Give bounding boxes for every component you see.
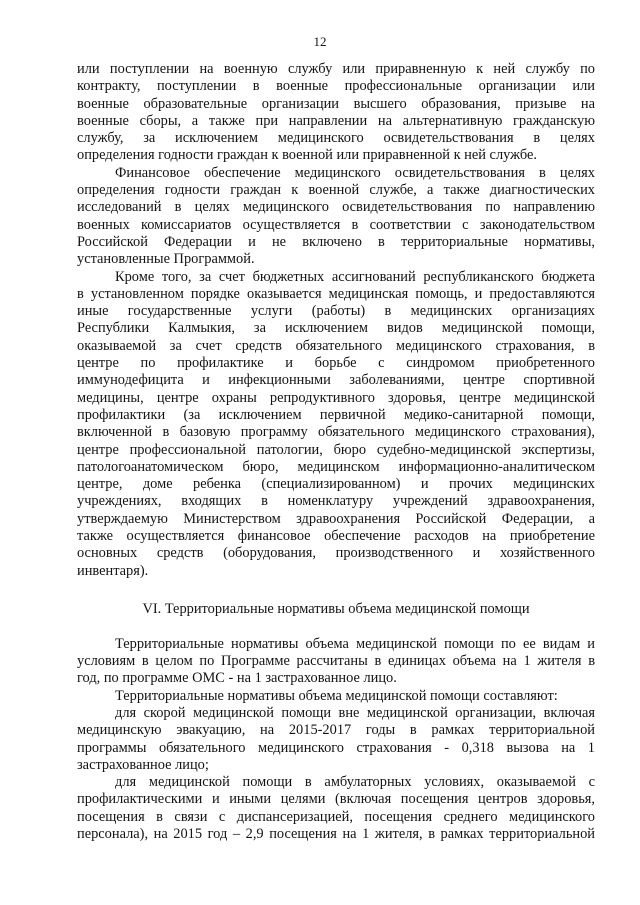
section-heading: VI. Территориальные нормативы объема медицинской помощи [142, 601, 530, 618]
text-line: иные государственные услуги (работы) в медицинских организациях [77, 303, 595, 320]
text-line: медицины, центре охраны репродуктивного здоровья, центре медицинской [77, 389, 595, 406]
page-content [77, 61, 595, 843]
text-line: персонала), на 2015 год – 2,9 посещения на 1 жителя, в рамках территориальной [77, 826, 595, 843]
text-line: Республики Калмыкия, за исключением видов медицинской помощи, [77, 320, 595, 337]
text-line: медицинскую эвакуацию, на 2015-2017 годы в рамках территориальной [77, 722, 595, 739]
text-line: патологоанатомическом бюро, медицинском информационно-аналитическом [77, 458, 595, 475]
text-line: для скорой медицинской помощи вне медицинской организации, включая [115, 704, 595, 721]
text-line: центре профессиональной патологии, бюро судебно-медицинской экспертизы, [77, 441, 595, 458]
paragraph-outpatient-care [77, 774, 595, 843]
paragraph-budget-allocations [77, 269, 595, 580]
text-line: центре, доме ребенка (специализированном) и прочих медицинских [77, 476, 595, 493]
text-line: определения годности граждан к военной службе, а также диагностических [77, 182, 595, 199]
paragraph-norms-intro [77, 688, 595, 705]
text-line: застрахованное лицо; [77, 756, 209, 773]
text-line: Территориальные нормативы объема медицинской помощи составляют: [115, 687, 558, 704]
text-line: инвентаря). [77, 562, 149, 579]
text-line: в установленном порядке оказывается медицинская помощь, и предоставляются [77, 285, 595, 302]
text-line: утверждаемую Министерством здравоохранения Российской Федерации, а [77, 510, 595, 527]
text-line: профилактическими и иными целями (включая посещения центров здоровья, [77, 791, 595, 808]
text-line: год, по программе ОМС - на 1 застрахованное лицо. [77, 670, 397, 687]
text-line: военные сборы, а также при направлении на альтернативную гражданскую [77, 112, 595, 129]
text-line: Кроме того, за счет бюджетных ассигнований республиканского бюджета [115, 268, 595, 285]
text-line: учреждениях, входящих в номенклатуру учреждений здравоохранения, [77, 493, 595, 510]
text-line: профилактики (за исключением первичной медико-санитарной помощи, [77, 406, 595, 423]
text-line: или поступлении на военную службу или приравненную к ней службу по [77, 61, 595, 77]
text-line: исследований в целях медицинского освидетельствования по направлению [77, 199, 595, 216]
text-line: военных комиссариатов осуществляется в соответствии с законодательством [77, 216, 595, 233]
paragraph-emergency-care [77, 705, 595, 774]
text-line: военные образовательные организации высшего образования, призыве на [77, 95, 595, 112]
text-line: контракту, поступлении в военные профессиональные организации или [77, 78, 595, 95]
text-line: для медицинской помощи в амбулаторных условиях, оказываемой с [115, 774, 595, 791]
text-line: посещения в связи с диспансеризацией, посещения среднего медицинского [77, 808, 595, 825]
text-line: условиям в целом по Программе рассчитаны в единицах объема на 1 жителя в [77, 653, 595, 670]
paragraph-norms-calculated [77, 636, 595, 688]
text-line: службу, за исключением медицинского освидетельствования в целях [77, 130, 595, 147]
paragraph-military-service [77, 61, 595, 165]
text-line: Российской Федерации и не включено в территориальные нормативы, [77, 233, 595, 250]
text-line: иммунодефицита и инфекционными заболеваниями, центре спортивной [77, 372, 595, 389]
text-line: определения годности граждан к военной или приравненной к ней службе. [77, 147, 538, 164]
paragraph-financial-support [77, 165, 595, 269]
text-line: основных средств (оборудования, производственного и хозяйственного [77, 545, 595, 562]
text-line: также осуществляется финансовое обеспечение расходов на приобретение [77, 528, 595, 545]
spacer [77, 580, 595, 597]
text-line: программы обязательного медицинского страхования - 0,318 вызова на 1 [77, 739, 595, 756]
text-line: центре по профилактике и борьбе с синдромом приобретенного [77, 355, 595, 372]
text-line: Территориальные нормативы объема медицинской помощи по ее видам и [115, 635, 595, 652]
spacer [77, 619, 595, 636]
text-line: включенной в базовую программу обязательного медицинского страхования), [77, 424, 595, 441]
page-number: 12 [313, 34, 327, 49]
text-line: Финансовое обеспечение медицинского освидетельствования в целях [115, 164, 595, 181]
text-line: оказываемой за счет средств обязательного медицинского страхования, в [77, 337, 595, 354]
text-line: установленные Программой. [77, 251, 255, 268]
